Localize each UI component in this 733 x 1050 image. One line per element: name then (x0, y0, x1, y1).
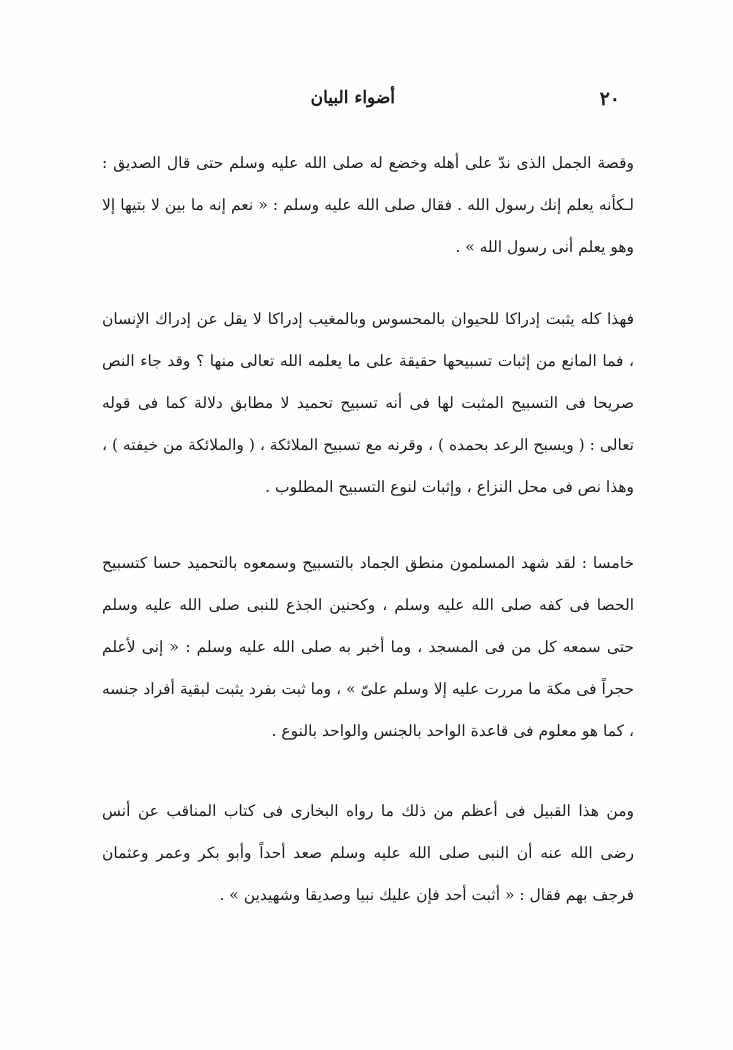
paragraph: خامسا : لقد شهد المسلمون منطق الجماد بالتسبيح وسمعوه بالتحميد حسا كتسبيح الحصا فى كفه صلى الله عليه وسلم ، وكحنين الجذع للنبى صلى الله عليه وسلم حتى سمعه كل من فى المسجد ، وما أخبر به صلى الله عليه وسلم : « إنى لأعلم حجراً فى مكة ما مررت عليه إلا وسلم علىّ » ، وما ثبت بفرد يثبت لبقية أفراد جنسه ، كما هو معلوم فى قاعدة الواحد بالجنس والواحد بالنوع . (102, 554, 634, 740)
page-header (100, 88, 630, 118)
running-title: أضواء البيان (310, 88, 395, 108)
page-number: ٢٠ (599, 88, 620, 110)
page-body (102, 142, 634, 916)
paragraph: وقصة الجمل الذى ندّ على أهله وخضع له صلى الله عليه وسلم حتى قال الصديق : لـكأنه يعلم إنك رسول الله . فقال صلى الله عليه وسلم : « نعم إنه ما بين لا بتيها إلا وهو يعلم أنى رسول الله » . (102, 154, 634, 256)
paragraph: ومن هذا القبيل فى أعظم من ذلك ما رواه البخارى فى كتاب المناقب عن أنس رضى الله عنه أن النبى صلى الله عليه وسلم صعد أحداً وأبو بكر وعمر وعثمان فرجف بهم فقال : « أثبت أحد فإن عليك نبيا وصديقا وشهيدين » . (102, 802, 634, 904)
paragraph: فهذا كله يثبت إدراكا للحيوان بالمحسوس وبالمغيب إدراكا لا يقل عن إدراك الإنسان ، فما المانع من إثبات تسبيحها حقيقة على ما يعلمه الله تعالى منها ؟ وقد جاء النص صريحا فى التسبيح المثبت لها فى أنه تسبيح تحميد لا مطابق دلالة كما فى قوله تعالى : ( ويسبح الرعد بحمده ) ، وقرنه مع تسبيح الملائكة ، ( والملائكة من خيفته ) ، وهذا نص فى محل النزاع ، وإثبات لنوع التسبيح المطلوب . (102, 310, 634, 496)
